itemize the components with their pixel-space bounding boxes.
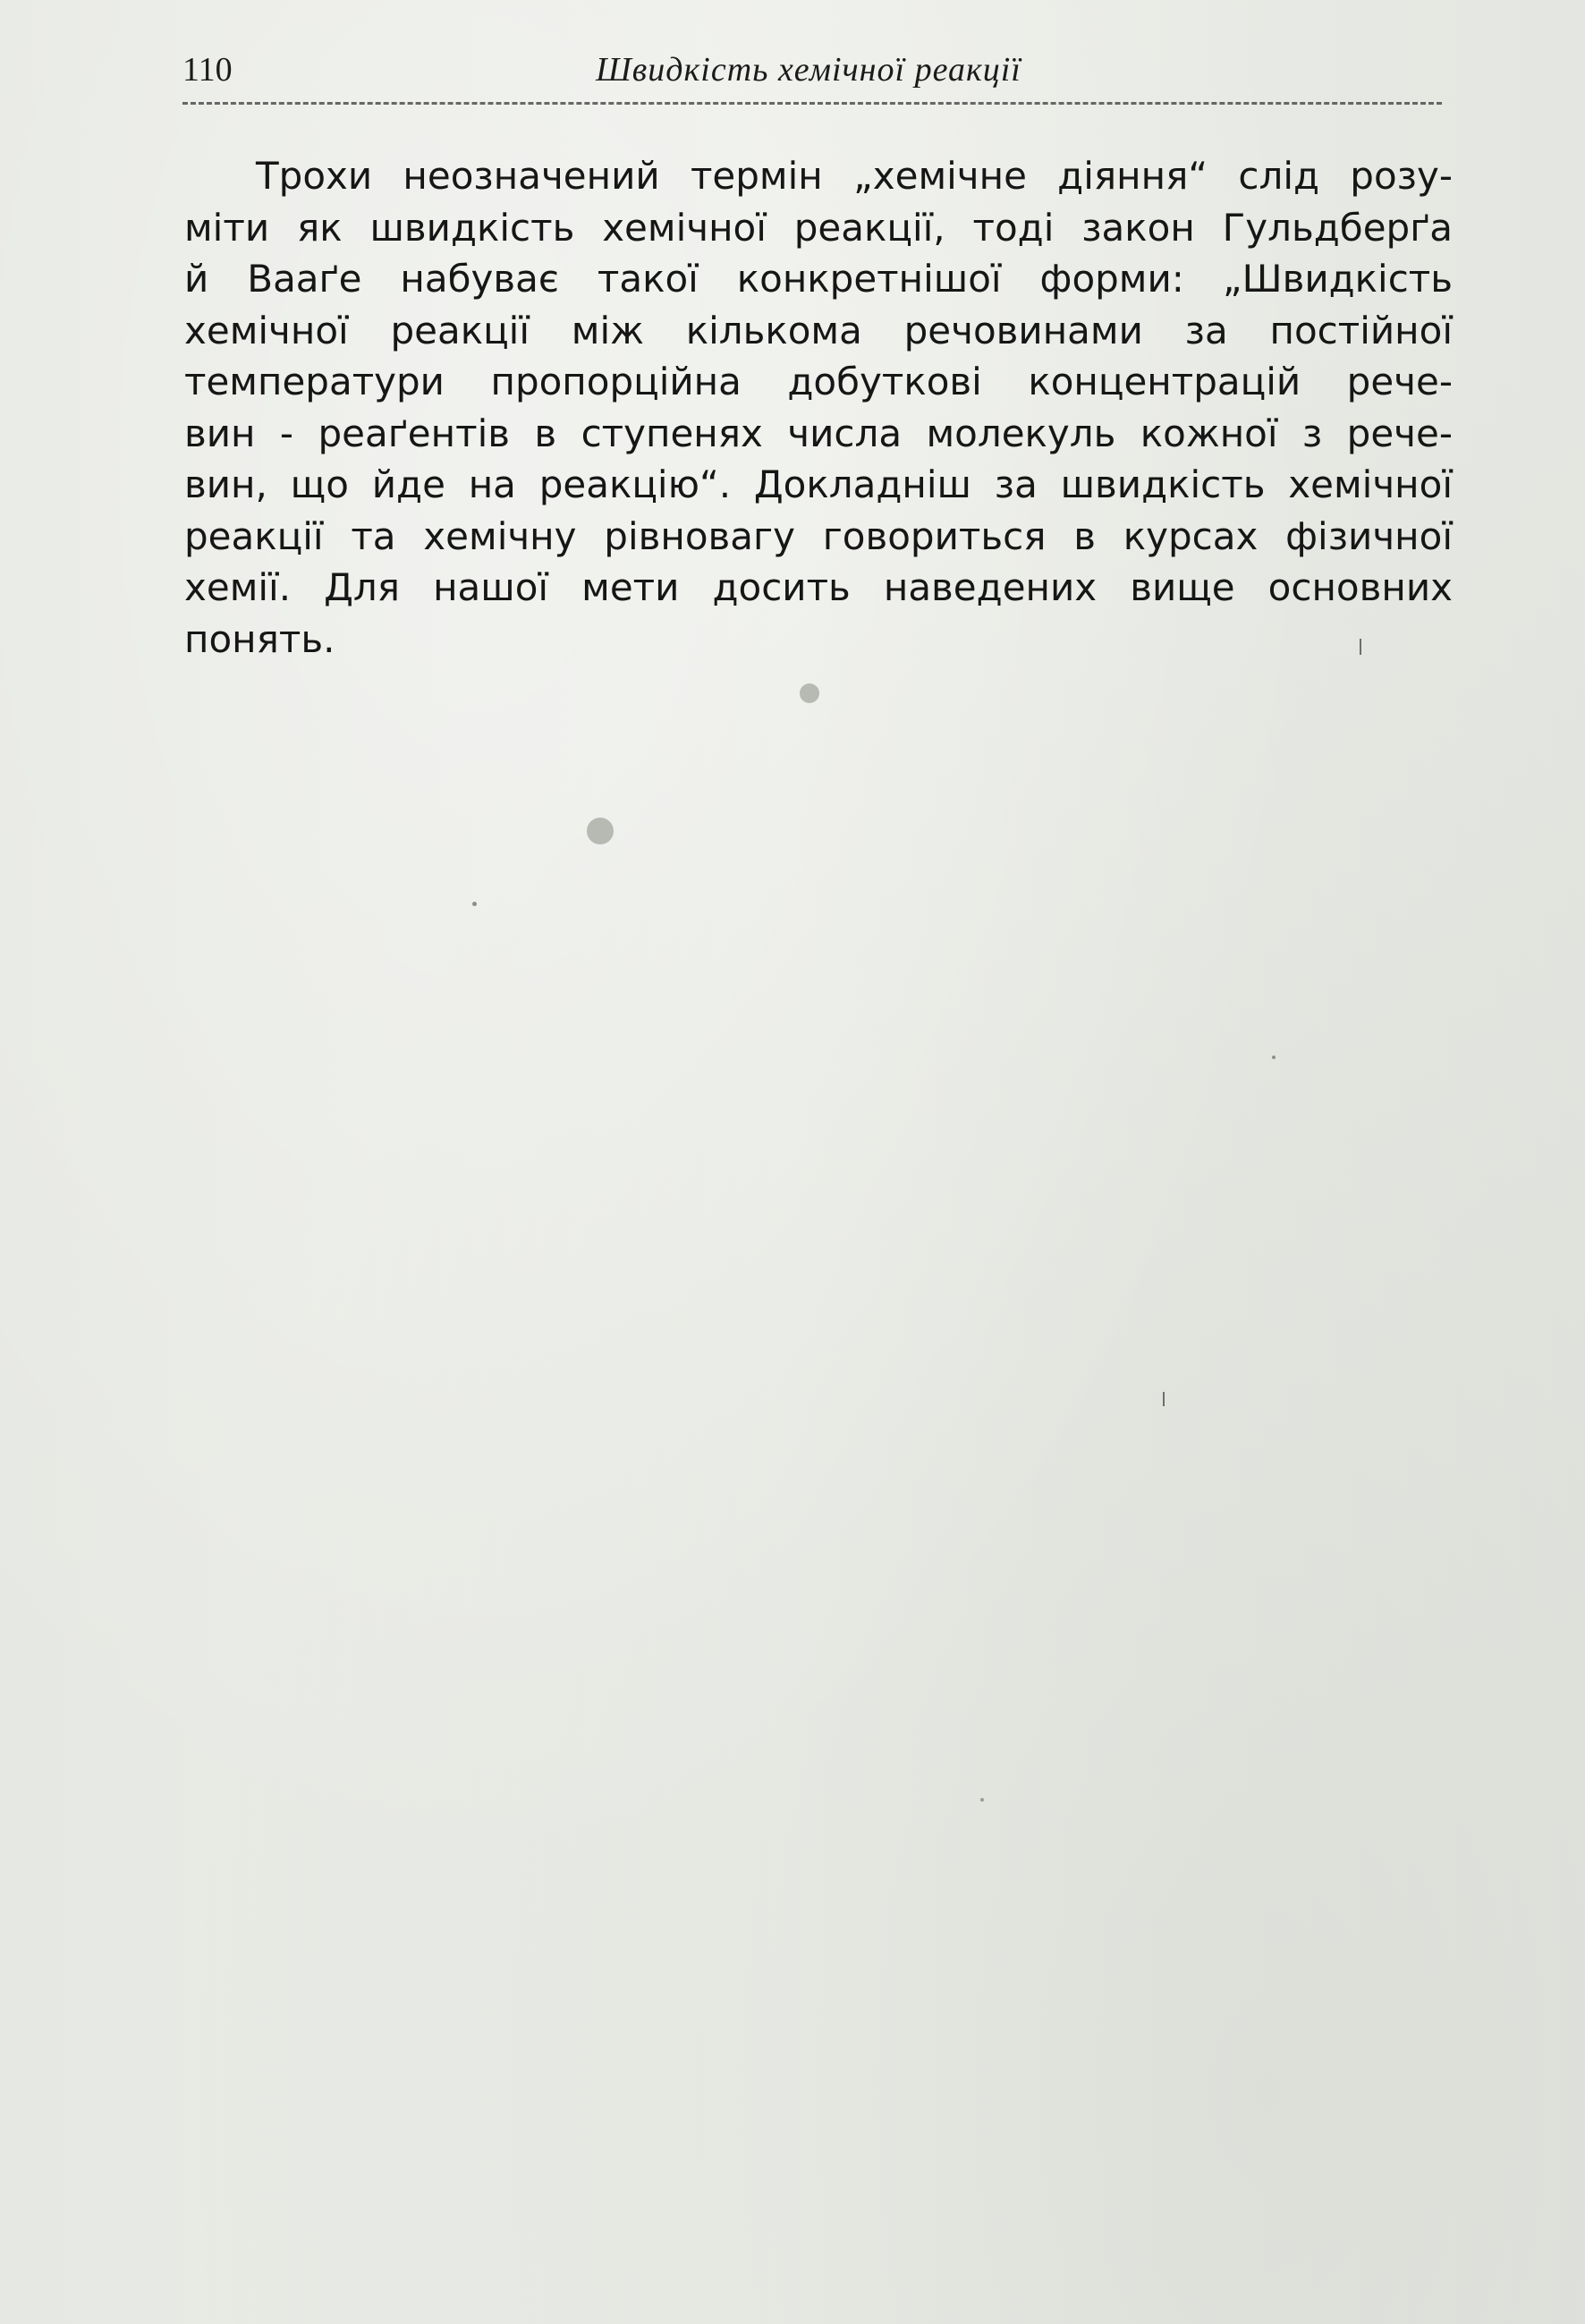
text-line: хемічної реакції між кількома речовинами за постійної — [184, 308, 1453, 352]
text-line: міти як швидкість хемічної реакції, тоді закон Гульдберґа — [184, 205, 1453, 250]
paper-speck — [1272, 1056, 1276, 1059]
paper-speck — [472, 902, 477, 906]
text-line: вин - реаґентів в ступенях числа молекуль кожної з рече- — [184, 411, 1453, 455]
text-line: реакції та хемічну рівновагу говориться в курсах фізичної — [184, 513, 1453, 558]
running-head — [182, 50, 1442, 97]
page-number: 110 — [182, 51, 233, 89]
paper-speck — [800, 683, 819, 703]
margin-mark — [1360, 639, 1361, 655]
margin-mark — [1163, 1392, 1165, 1406]
body-paragraph — [184, 150, 1453, 665]
text-line: температури пропорційна добуткові концентрацій рече- — [184, 360, 1453, 403]
header-rule — [182, 102, 1442, 105]
paper-speck — [980, 1798, 984, 1802]
running-title: Швидкість хемічної реакції — [596, 51, 1021, 89]
paper-speck — [587, 818, 614, 844]
text-line: понять. — [184, 616, 335, 661]
text-line: й Вааґе набуває такої конкретнішої форми: „Швидкість — [184, 257, 1453, 301]
text-line: Трохи неозначений термін „хемічне діяння“ слід розу- — [256, 154, 1453, 198]
text-line: хемії. Для нашої мети досить наведених вище основних — [184, 565, 1453, 609]
text-line: вин, що йде на реакцію“. Докладніш за швидкість хемічної — [184, 462, 1453, 506]
